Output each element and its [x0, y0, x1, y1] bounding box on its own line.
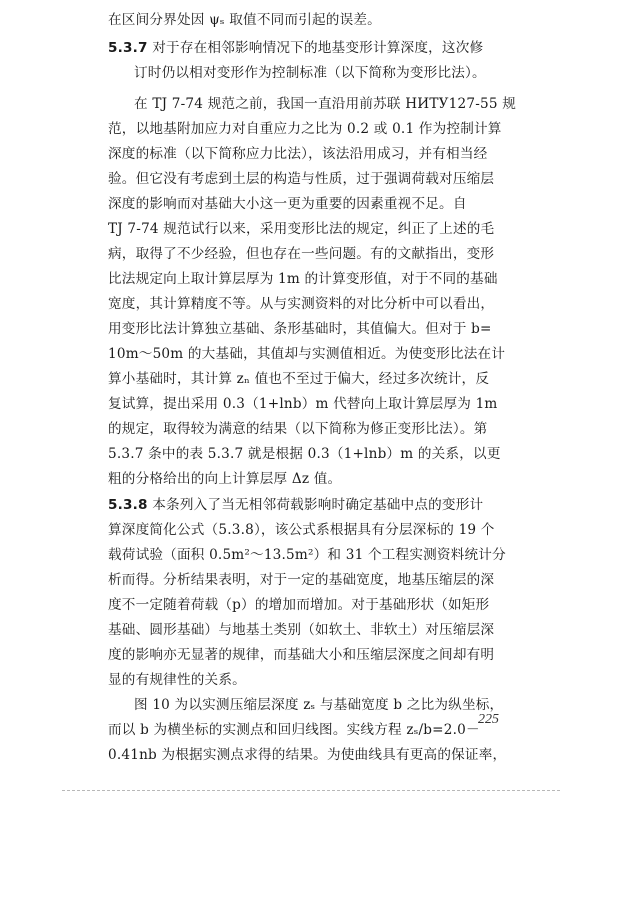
text-line: 比法规定向上取计算层厚为 1m 的计算变形值，对于不同的基础	[108, 271, 498, 287]
text-line: 5.3.7 条中的表 5.3.7 就是根据 0.3（1+lnb）m 的关系，以更	[108, 446, 501, 462]
text-line: 在 TJ 7-74 规范之前，我国一直沿用前苏联 НИТУ127-55 规	[134, 96, 516, 112]
text-line: 在区间分界处因 ψₛ 取值不同而引起的误差。	[108, 12, 381, 28]
text-line: 0.41nb 为根据实测点求得的结果。为使曲线具有更高的保证率，	[108, 747, 507, 763]
text-line: 算深度简化公式（5.3.8），该公式系根据具有分层深标的 19 个	[108, 522, 495, 538]
text-line: TJ 7-74 规范试行以来，采用变形比法的规定，纠正了上述的毛	[108, 221, 495, 237]
text-line: 度不一定随着荷载（p）的增加而增加。对于基础形状（如矩形	[108, 597, 490, 613]
text-line: 粗的分格给出的向上计算层厚 Δz 值。	[108, 471, 342, 487]
text-line: 用变形比法计算独立基础、条形基础时，其值偏大。但对于 b=	[108, 321, 492, 337]
scan-edge-divider	[62, 790, 560, 791]
text-line: 订时仍以相对变形作为控制标准（以下简称为变形比法）。	[134, 65, 486, 81]
text-line: 析而得。分析结果表明，对于一定的基础宽度，地基压缩层的深	[108, 572, 495, 588]
text-line: 图 10 为以实测压缩层深度 zₛ 与基础宽度 b 之比为纵坐标，	[134, 697, 504, 713]
section-number: 5.3.7	[108, 40, 148, 56]
text-line: 10m～50m 的大基础，其值却与实测值相近。为使变形比法在计	[108, 346, 506, 362]
text-line: 宽度，其计算精度不等。从与实测资料的对比分析中可以看出，	[108, 296, 495, 312]
text-line: 的规定，取得较为满意的结果（以下简称为修正变形比法）。第	[108, 421, 488, 437]
section-number: 5.3.8	[108, 497, 148, 513]
text-line: 验。但它没有考虑到土层的构造与性质，过于强调荷载对压缩层	[108, 171, 495, 187]
text-line: 深度的影响而对基础大小这一更为重要的因素重视不足。自	[108, 196, 467, 212]
page-number: 225	[478, 712, 499, 727]
text-line: 深度的标准（以下简称应力比法），该法沿用成习，并有相当经	[108, 146, 488, 162]
text-line: 5.3.7 对于存在相邻影响情况下的地基变形计算深度，这次修	[108, 40, 484, 56]
text-line: 算小基础时，其计算 zₙ 值也不至过于偏大，经过多次统计，反	[108, 371, 490, 387]
text-line: 5.3.8 本条列入了当无相邻荷载影响时确定基础中点的变形计	[108, 497, 484, 513]
text-line: 显的有规律性的关系。	[108, 672, 246, 688]
text-line: 复试算，提出采用 0.3（1+lnb）m 代替向上取计算层厚为 1m	[108, 396, 498, 412]
text-line: 范，以地基附加应力对自重应力之比为 0.2 或 0.1 作为控制计算	[108, 121, 502, 137]
text-line: 而以 b 为横坐标的实测点和回归线图。实线方程 zₛ/b=2.0－	[108, 722, 480, 738]
text-line: 病，取得了不少经验，但也存在一些问题。有的文献指出，变形	[108, 246, 495, 262]
text-line: 基础、圆形基础）与地基土类别（如软土、非软土）对压缩层深	[108, 622, 495, 638]
text-line: 载荷试验（面积 0.5m²～13.5m²）和 31 个工程实测资料统计分	[108, 547, 506, 563]
text-line: 度的影响亦无显著的规律，而基础大小和压缩层深度之间却有明	[108, 647, 495, 663]
